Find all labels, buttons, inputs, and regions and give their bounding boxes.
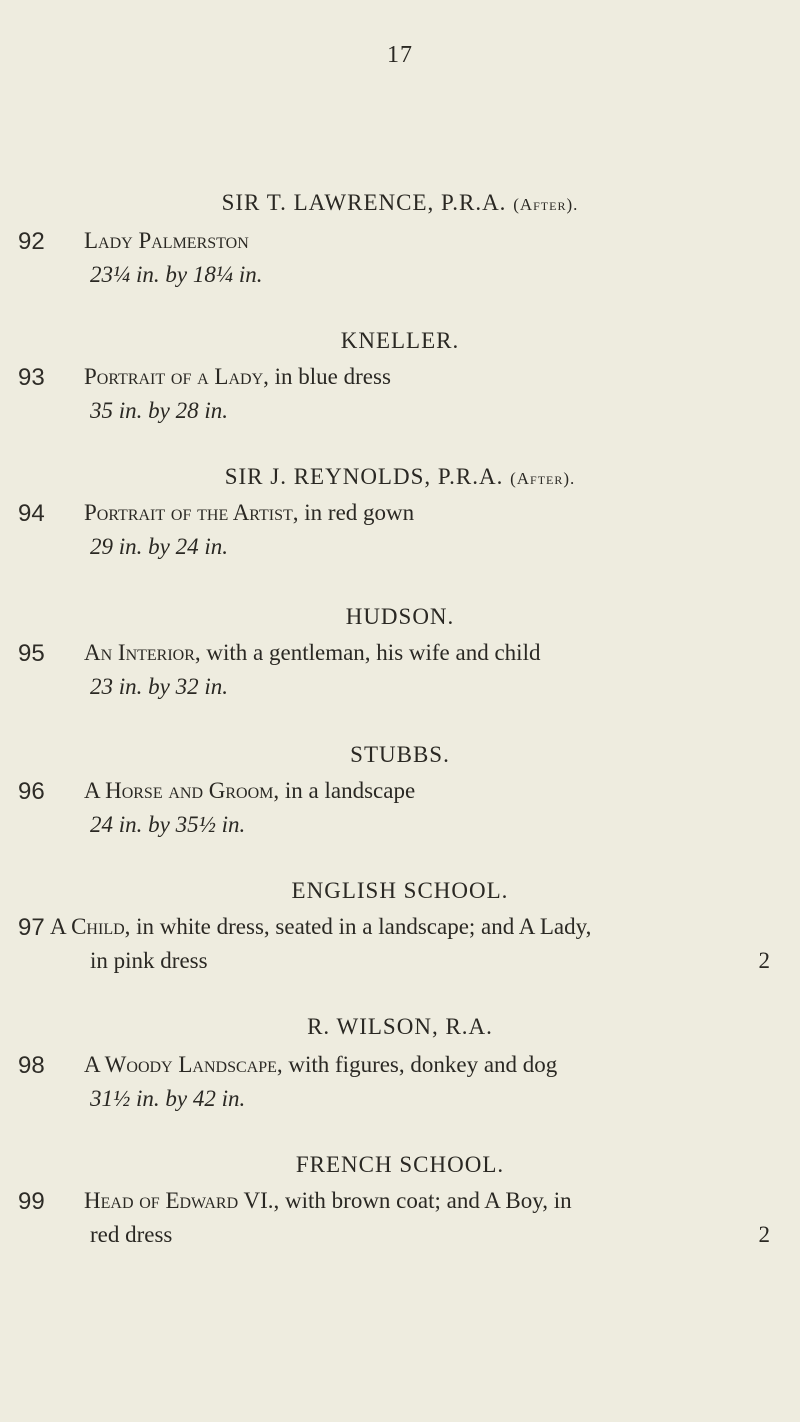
lot-dimensions: in pink dress: [90, 948, 208, 973]
artist-name: SIR J. REYNOLDS, P.R.A.: [224, 464, 504, 489]
lot-number: 95: [18, 640, 45, 667]
artist-heading: [0, 328, 800, 354]
lot-dimensions: 23¼ in. by 18¼ in.: [90, 262, 263, 287]
lot-detail: with figures, donkey and dog: [282, 1052, 558, 1077]
lot-detail: in white dress, seated in a landscape; and A Lady,: [130, 914, 592, 939]
lot-dimensions: 24 in. by 35½ in.: [90, 812, 246, 837]
lot-dimensions: red dress: [90, 1222, 173, 1247]
lot-detail: in red gown: [298, 500, 415, 525]
lot-title-line: [84, 228, 249, 254]
lot-dimensions: 29 in. by 24 in.: [90, 534, 228, 559]
lot-title: Lady Palmerston: [84, 228, 249, 253]
artist-note: (After).: [510, 469, 576, 488]
lot-detail: with brown coat; and A Boy, in: [279, 1188, 572, 1213]
lot-title-line: [84, 778, 415, 804]
lot-title: Portrait of a Lady,: [84, 364, 269, 389]
lot-dimensions: 35 in. by 28 in.: [90, 398, 228, 423]
lot-title-line: [84, 500, 414, 526]
lot-number: 99: [18, 1188, 45, 1215]
lot-title: A Child,: [50, 914, 131, 939]
lot-number: 96: [18, 778, 45, 805]
lot-title: Portrait of the Artist,: [84, 500, 299, 525]
lot-title-line: [84, 364, 391, 390]
artist-name: FRENCH SCHOOL.: [295, 1152, 505, 1177]
lot-quantity: 2: [758, 1222, 770, 1247]
lot-detail: in a landscape: [279, 778, 416, 803]
artist-name: STUBBS.: [350, 742, 450, 767]
artist-name: HUDSON.: [345, 604, 455, 629]
lot-dimensions: 31½ in. by 42 in.: [90, 1086, 246, 1111]
artist-name: R. WILSON, R.A.: [307, 1014, 493, 1039]
page-number: 17: [387, 42, 413, 68]
lot-number: 98: [18, 1052, 45, 1079]
artist-heading: [0, 878, 800, 904]
artist-heading: [0, 1152, 800, 1178]
lot-title-line: [84, 1188, 572, 1214]
lot-title: A Horse and Groom,: [84, 778, 280, 803]
lot-detail: with a gentleman, his wife and child: [200, 640, 541, 665]
artist-name: ENGLISH SCHOOL.: [291, 878, 509, 903]
lot-detail: in blue dress: [268, 364, 391, 389]
lot-dimensions: 23 in. by 32 in.: [90, 674, 228, 699]
lot-title: An Interior,: [84, 640, 201, 665]
lot-title-line: [50, 914, 591, 940]
lot-title: A Woody Landscape,: [84, 1052, 283, 1077]
lot-quantity: 2: [758, 948, 770, 973]
lot-title-line: [84, 640, 540, 666]
artist-heading: [0, 1014, 800, 1040]
lot-title: Head of Edward VI.,: [84, 1188, 280, 1213]
artist-heading: [0, 464, 800, 490]
artist-name: SIR T. LAWRENCE, P.R.A.: [221, 190, 507, 215]
artist-note: (After).: [513, 195, 579, 214]
artist-name: KNELLER.: [340, 328, 460, 353]
artist-heading: [0, 742, 800, 768]
lot-number: 93: [18, 364, 45, 391]
lot-number: 92: [18, 228, 45, 255]
lot-title-line: [84, 1052, 557, 1078]
artist-heading: [0, 190, 800, 216]
lot-number: 94: [18, 500, 45, 527]
artist-heading: [0, 604, 800, 630]
lot-number: 97: [18, 914, 45, 941]
